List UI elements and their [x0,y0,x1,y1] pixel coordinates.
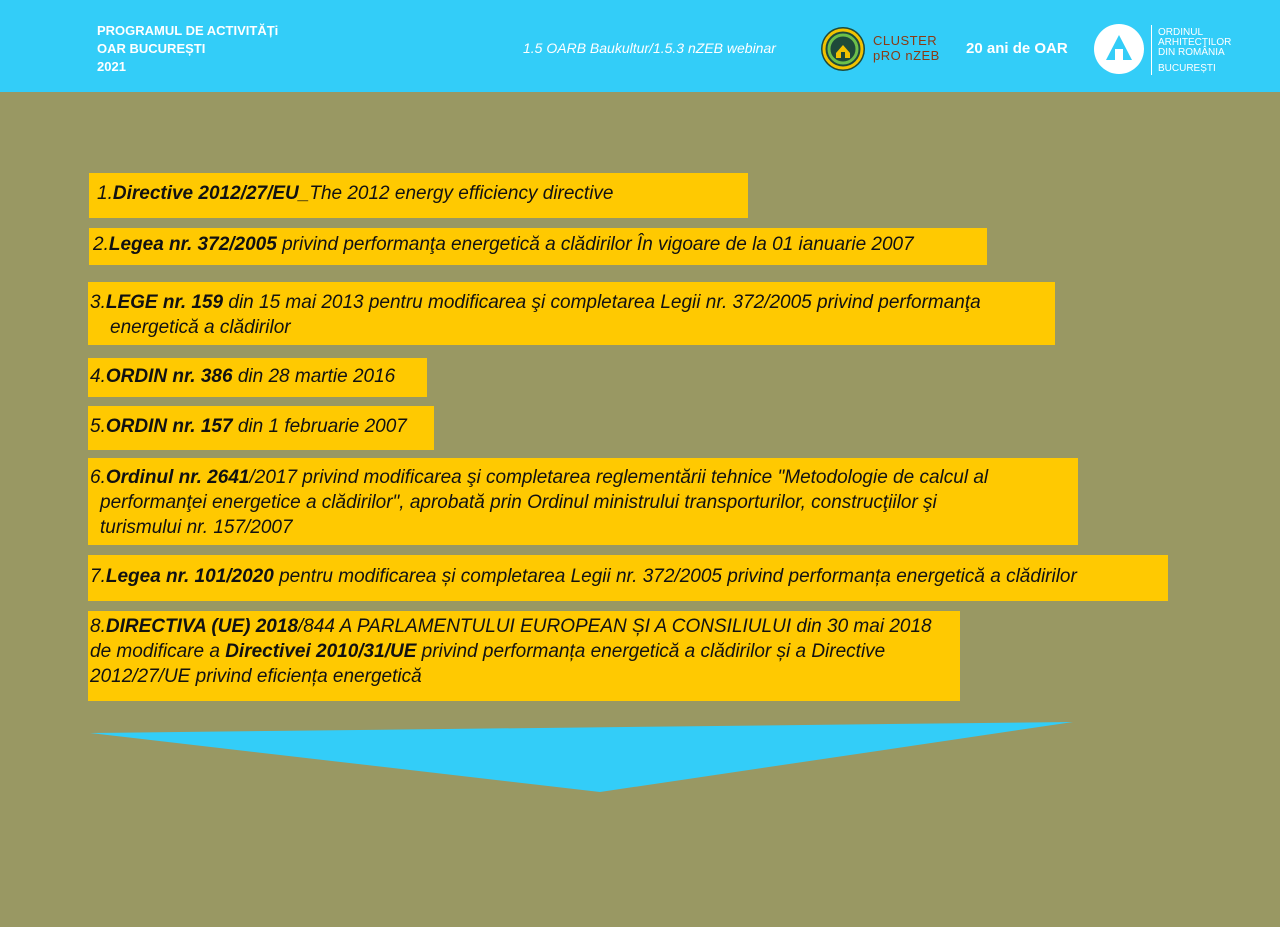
law-item-3-line2: energetică a clădirilor [110,317,291,338]
law-item-1-title: Directive 2012/27/EU [112,183,299,204]
law-item-5-number: 5. [90,416,106,437]
law-item-8-line3: 2012/27/UE privind eficiența energetică [90,666,422,687]
law-item-6-description: /2017 privind modificarea şi completarea reglementării tehnice "Metodologie de calcul al [249,467,989,488]
oar-line1: ORDINUL [1158,27,1204,38]
law-item-3-number: 3. [90,292,106,313]
program-title-line1: PROGRAMUL DE ACTIVITĂȚi [97,23,279,38]
law-item-3-title: LEGE nr. 159 [105,292,224,313]
law-item-6-line3: turismului nr. 157/2007 [100,517,293,538]
oar-line3: DIN ROMÂNIA [1158,47,1225,58]
cluster-line1: CLUSTER [873,33,938,48]
law-item-2-number: 2. [93,234,109,255]
law-item-8-line2-prefix: de modificare a [90,641,226,662]
law-item-4-number: 4. [90,366,106,387]
law-item-7-number: 7. [90,566,106,587]
oar-line2: ARHITECȚILOR [1158,37,1232,48]
law-item-2-title: Legea nr. 372/2005 [108,234,277,255]
program-title-line3: 2021 [97,59,126,74]
law-item-5-title: ORDIN nr. 157 [105,416,233,437]
cluster-line2: pRO nZEB [873,48,940,63]
law-item-7-description: pentru modificarea și completarea Legii nr. 372/2005 privind performanța energetică a clădirilor [273,566,1077,587]
law-item-8-line2-title: Directivei 2010/31/UE [225,641,417,662]
law-item-2-description: privind performanţa energetică a clădirilor În vigoare de la 01 ianuarie 2007 [276,234,914,255]
law-item-4-description: din 28 martie 2016 [232,366,396,387]
law-item-4-title: ORDIN nr. 386 [105,366,233,387]
webinar-title: 1.5 OARB Baukultur/1.5.3 nZEB webinar [523,40,776,56]
law-item-8-line2-description: privind performanța energetică a clădirilor și a Directive [416,641,886,662]
law-item-8-number: 8. [90,616,106,637]
law-item-6-number: 6. [90,467,106,488]
law-item-7-title: Legea nr. 101/2020 [105,566,274,587]
program-title-line2: OAR BUCUREȘTI [97,41,206,56]
oar-city: BUCUREȘTI [1158,63,1216,74]
down-arrow-shape [90,722,1073,792]
law-item-6-line2: performanţei energetice a clădirilor", aprobată prin Ordinul ministrului transporturilor, construcţiilor şi [100,492,937,513]
law-item-8-description: /844 A PARLAMENTULUI EUROPEAN ȘI A CONSILIULUI din 30 mai 2018 [298,616,932,637]
anniversary-label: 20 ani de OAR [966,40,1068,57]
law-item-6-title: Ordinul nr. 2641 [105,467,250,488]
law-item-3-description: din 15 mai 2013 pentru modificarea şi completarea Legii nr. 372/2005 privind performanţa [223,292,981,313]
law-item-5-description: din 1 februarie 2007 [232,416,407,437]
law-item-1-number: 1. [97,183,113,204]
law-item-8-title: DIRECTIVA (UE) 2018 [105,616,299,637]
law-item-1-description: _The 2012 energy efficiency directive [298,183,614,204]
